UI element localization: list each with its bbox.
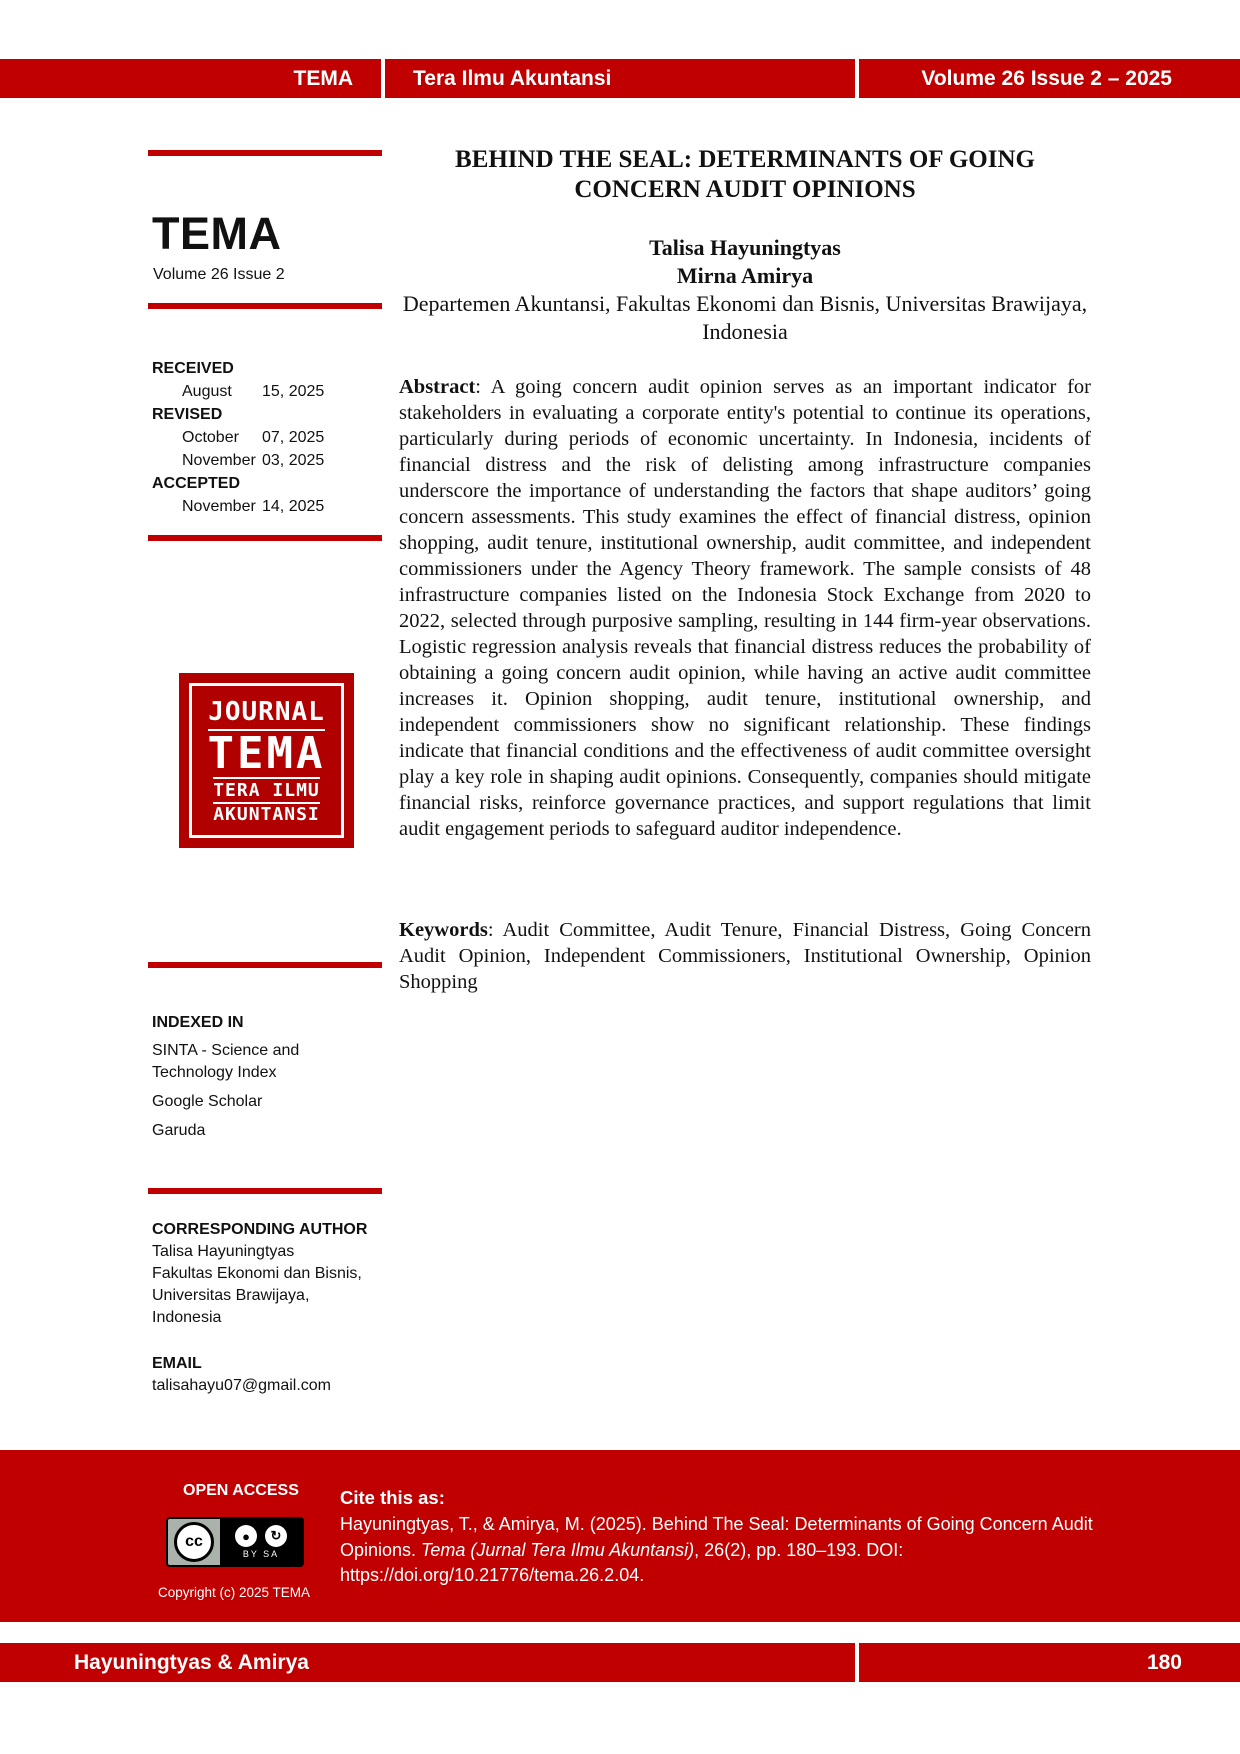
cc-license-panel [220, 1519, 302, 1565]
article-title [400, 145, 1090, 205]
header-right-text: Volume 26 Issue 2 – 2025 [921, 66, 1172, 90]
logo-line: TERA ILMU [213, 777, 320, 804]
logo-line: AKUNTANSI [213, 803, 320, 825]
cc-by-sa-badge[interactable] [166, 1517, 304, 1567]
received-month: August [182, 383, 232, 400]
sidebar-volume: Volume 26 Issue 2 [153, 266, 285, 283]
author-block [400, 234, 1090, 346]
article-dates [152, 357, 372, 518]
footer-authors-text: Hayuningtyas & Amirya [74, 1650, 309, 1674]
cc-icons [235, 1525, 287, 1547]
keywords: Keywords: Audit Committee, Audit Tenure, Financial Distress, Going Concern Audit Opinion, Independent Commissioners, Institutional Ownership, Opinion Shopping [399, 919, 1091, 993]
logo-line: JOURNAL [208, 697, 325, 731]
corresponding-label: CORRESPONDING AUTHOR [152, 1221, 368, 1238]
sidebar-rule [148, 303, 382, 309]
citation-part: Hayuningtyas, T., & Amirya, M. (2025). Behind The Seal: Determinants of Going Concern Audit Opinions. [340, 1514, 1093, 1560]
accepted-row [152, 495, 372, 518]
received-row [152, 380, 372, 403]
indexed-section [152, 1012, 352, 1142]
title-line: CONCERN AUDIT OPINIONS [574, 176, 916, 203]
journal-logo [179, 673, 354, 848]
header-left-text: TEMA [293, 66, 353, 90]
abstract-text: A going concern audit opinion serves as an important indicator for stakeholders in evaluating a corporate entity's potential to continue its operations, particularly during periods of economic uncertainty. In Indonesia, incidents of financial distress and the risk of delisting among infrastructure companies underscore the importance of understanding the factors that shape auditors’ going concern assessments. This study examines the effect of financial distress, opinion shopping, audit tenure, institutional ownership, audit committee, and independent commissioners under the Agency Theory framework. The sample consists of 48 infrastructure companies listed on the Indonesia Stock Exchange from 2020 to 2022, selected through purposive sampling, resulting in 144 firm-year observations. Logistic regression analysis reveals that financial distress reduces the probability of obtaining a going concern audit opinion, while having an active audit committee increases it. Opinion shopping, audit tenure, institutional ownership, and independent commissioners show no significant relationship. These findings indicate that financial conditions and the effectiveness of audit committee oversight play a key role in shaping audit opinions. Consequently, companies should mitigate financial risks, reinforce governance practices, and support regulations that limit audit engagement periods to safeguard auditor independence. [399, 376, 1091, 840]
revised-date: 07, 2025 [262, 429, 325, 446]
citation-text [340, 1512, 1110, 1589]
share-alike-icon: ↻ [265, 1525, 287, 1547]
footer-page-number [859, 1643, 1240, 1682]
revised-row [152, 426, 372, 449]
citation-journal: Tema (Jurnal Tera Ilmu Akuntansi) [421, 1539, 695, 1560]
corresponding-line: Talisa Hayuningtyas [152, 1243, 295, 1260]
indexed-item: Google Scholar [152, 1093, 263, 1110]
received-label: RECEIVED [152, 360, 234, 377]
citation-part: , 26(2), pp. 180–193. DOI: https://doi.org/10.21776/tema.26.2.04. [340, 1539, 904, 1585]
author-name: Talisa Hayuningtyas [649, 235, 841, 260]
journal-logo-frame [189, 683, 344, 838]
header-journal-abbrev [0, 59, 381, 98]
copyright-notice: Copyright (c) 2025 TEMA [158, 1585, 311, 1600]
footer-authors [0, 1643, 855, 1682]
cc-icon: cc [174, 1522, 214, 1562]
sidebar-rule [148, 150, 382, 156]
corresponding-line: Indonesia [152, 1309, 222, 1326]
cite-label: Cite this as: [340, 1487, 445, 1508]
accepted-label: ACCEPTED [152, 475, 241, 492]
keywords-label: Keywords [399, 919, 488, 941]
corresponding-line: Universitas Brawijaya, [152, 1287, 310, 1304]
accepted-month: November [182, 498, 256, 515]
corresponding-line: Fakultas Ekonomi dan Bisnis, [152, 1265, 362, 1282]
author-name: Mirna Amirya [676, 263, 814, 288]
sidebar-rule [148, 1188, 382, 1194]
revised-month: November [182, 452, 256, 469]
cc-license-label: BY SA [242, 1549, 280, 1559]
accepted-date: 14, 2025 [262, 498, 325, 515]
keywords-text: Audit Committee, Audit Tenure, Financial Distress, Going Concern Audit Opinion, Independent Commissioners, Institutional Ownership, Opinion Shopping [399, 919, 1091, 993]
logo-line: TEMA [207, 727, 326, 779]
affiliation: Departemen Akuntansi, Fakultas Ekonomi dan Bisnis, Universitas Brawijaya, Indonesia [402, 291, 1088, 344]
sidebar-journal-abbrev: TEMA [152, 208, 282, 259]
header-middle-text: Tera Ilmu Akuntansi [413, 66, 612, 90]
indexed-item: Garuda [152, 1122, 206, 1139]
abstract: Abstract: A going concern audit opinion serves as an important indicator for stakeholders in evaluating a corporate entity's potential to continue its operations, particularly during periods of economic uncertainty. In Indonesia, incidents of financial distress and the risk of delisting among infrastructure companies underscore the importance of understanding the factors that shape auditors’ going concern assessments. This study examines the effect of financial distress, opinion shopping, audit tenure, institutional ownership, audit committee, and independent commissioners under the Agency Theory framework. The sample consists of 48 infrastructure companies listed on the Indonesia Stock Exchange from 2020 to 2022, selected through purposive sampling, resulting in 144 firm-year observations. Logistic regression analysis reveals that financial distress reduces the probability of obtaining a going concern audit opinion, while having an active audit committee increases it. Opinion shopping, audit tenure, institutional ownership, and independent commissioners show no significant relationship. These findings indicate that financial conditions and the effectiveness of audit committee oversight play a key role in shaping audit opinions. Consequently, companies should mitigate financial risks, reinforce governance practices, and support regulations that limit audit engagement periods to safeguard auditor independence. [399, 376, 1091, 840]
header-journal-name [385, 59, 855, 98]
received-date: 15, 2025 [262, 383, 325, 400]
revised-label: REVISED [152, 406, 223, 423]
email-address[interactable]: talisahayu07@gmail.com [152, 1377, 331, 1394]
title-line: BEHIND THE SEAL: DETERMINANTS OF GOING [455, 146, 1035, 173]
sidebar-rule [148, 535, 382, 541]
revised-row [152, 449, 372, 472]
attribution-icon: ● [235, 1525, 257, 1547]
email-label: EMAIL [152, 1355, 202, 1372]
abstract-label: Abstract [399, 376, 476, 398]
indexed-item: SINTA - Science and Technology Index [152, 1042, 300, 1081]
sidebar-rule [148, 962, 382, 968]
header-volume [859, 59, 1240, 98]
revised-month: October [182, 429, 239, 446]
open-access-label: OPEN ACCESS [183, 1482, 299, 1499]
revised-date: 03, 2025 [262, 452, 325, 469]
indexed-label: INDEXED IN [152, 1014, 244, 1031]
corresponding-author-section [152, 1219, 382, 1397]
page-number: 180 [1146, 1650, 1182, 1674]
